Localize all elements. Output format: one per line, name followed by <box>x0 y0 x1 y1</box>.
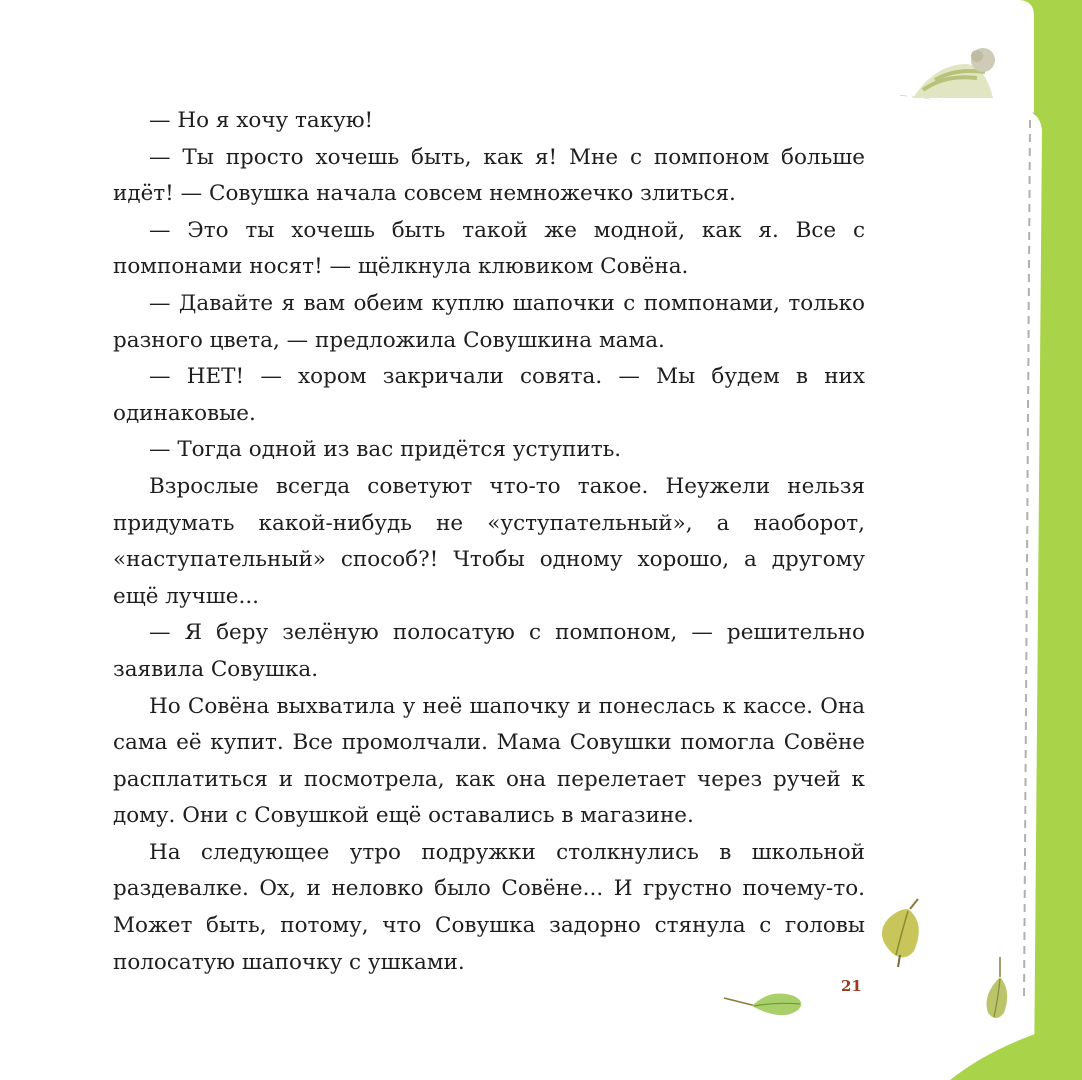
paragraph: — Давайте я вам обеим куплю шапочки с помпонами, только разного цвета, — предложила Совушкина мама. <box>113 290 865 353</box>
page-number: 21 <box>841 977 862 995</box>
striped-hat-icon <box>905 40 1005 102</box>
birch-leaf-icon <box>722 986 808 1026</box>
paragraph: — НЕТ! — хором закричали совята. — Мы будем в них одинаковые. <box>113 364 865 426</box>
story-text <box>113 103 865 981</box>
paragraph: — Ты просто хочешь быть, как я! Мне с помпоном больше идёт! — Совушка начала совсем немножечко злиться. <box>113 144 865 207</box>
birch-leaf-icon <box>870 895 930 975</box>
birch-leaf-icon <box>980 955 1014 1027</box>
paragraph: — Я беру зелёную полосатую с помпоном, — решительно заявила Совушка. <box>113 620 865 682</box>
paragraph: Взрослые всегда советуют что-то такое. Неужели нельзя придумать какой-нибудь не «уступательный», а наоборот, «наступательный» способ?! Чтобы одному хорошо, а другому ещё лучше... <box>113 473 865 609</box>
paragraph: — Тогда одной из вас придётся уступить. <box>149 437 622 463</box>
paragraph: — Это ты хочешь быть такой же модной, как я. Все с помпонами носят! — щёлкнула клювиком Совёна. <box>113 217 865 280</box>
paragraph: Но Совёна выхватила у неё шапочку и понеслась к кассе. Она сама её купит. Все промолчали. Мама Совушки помогла Совёне расплатиться и посмотрела, как она перелетает через ручей к дому. Они с Совушкой ещё оставались в магазине. <box>113 693 865 829</box>
paragraph: — Но я хочу такую! <box>149 108 374 133</box>
paragraph: На следующее утро подружки столкнулись в школьной раздевалке. Ох, и неловко было Совёне... И грустно почему-то. Может быть, потому, что Совушка задорно стянула с головы полосатую шапочку с ушками. <box>113 839 865 975</box>
